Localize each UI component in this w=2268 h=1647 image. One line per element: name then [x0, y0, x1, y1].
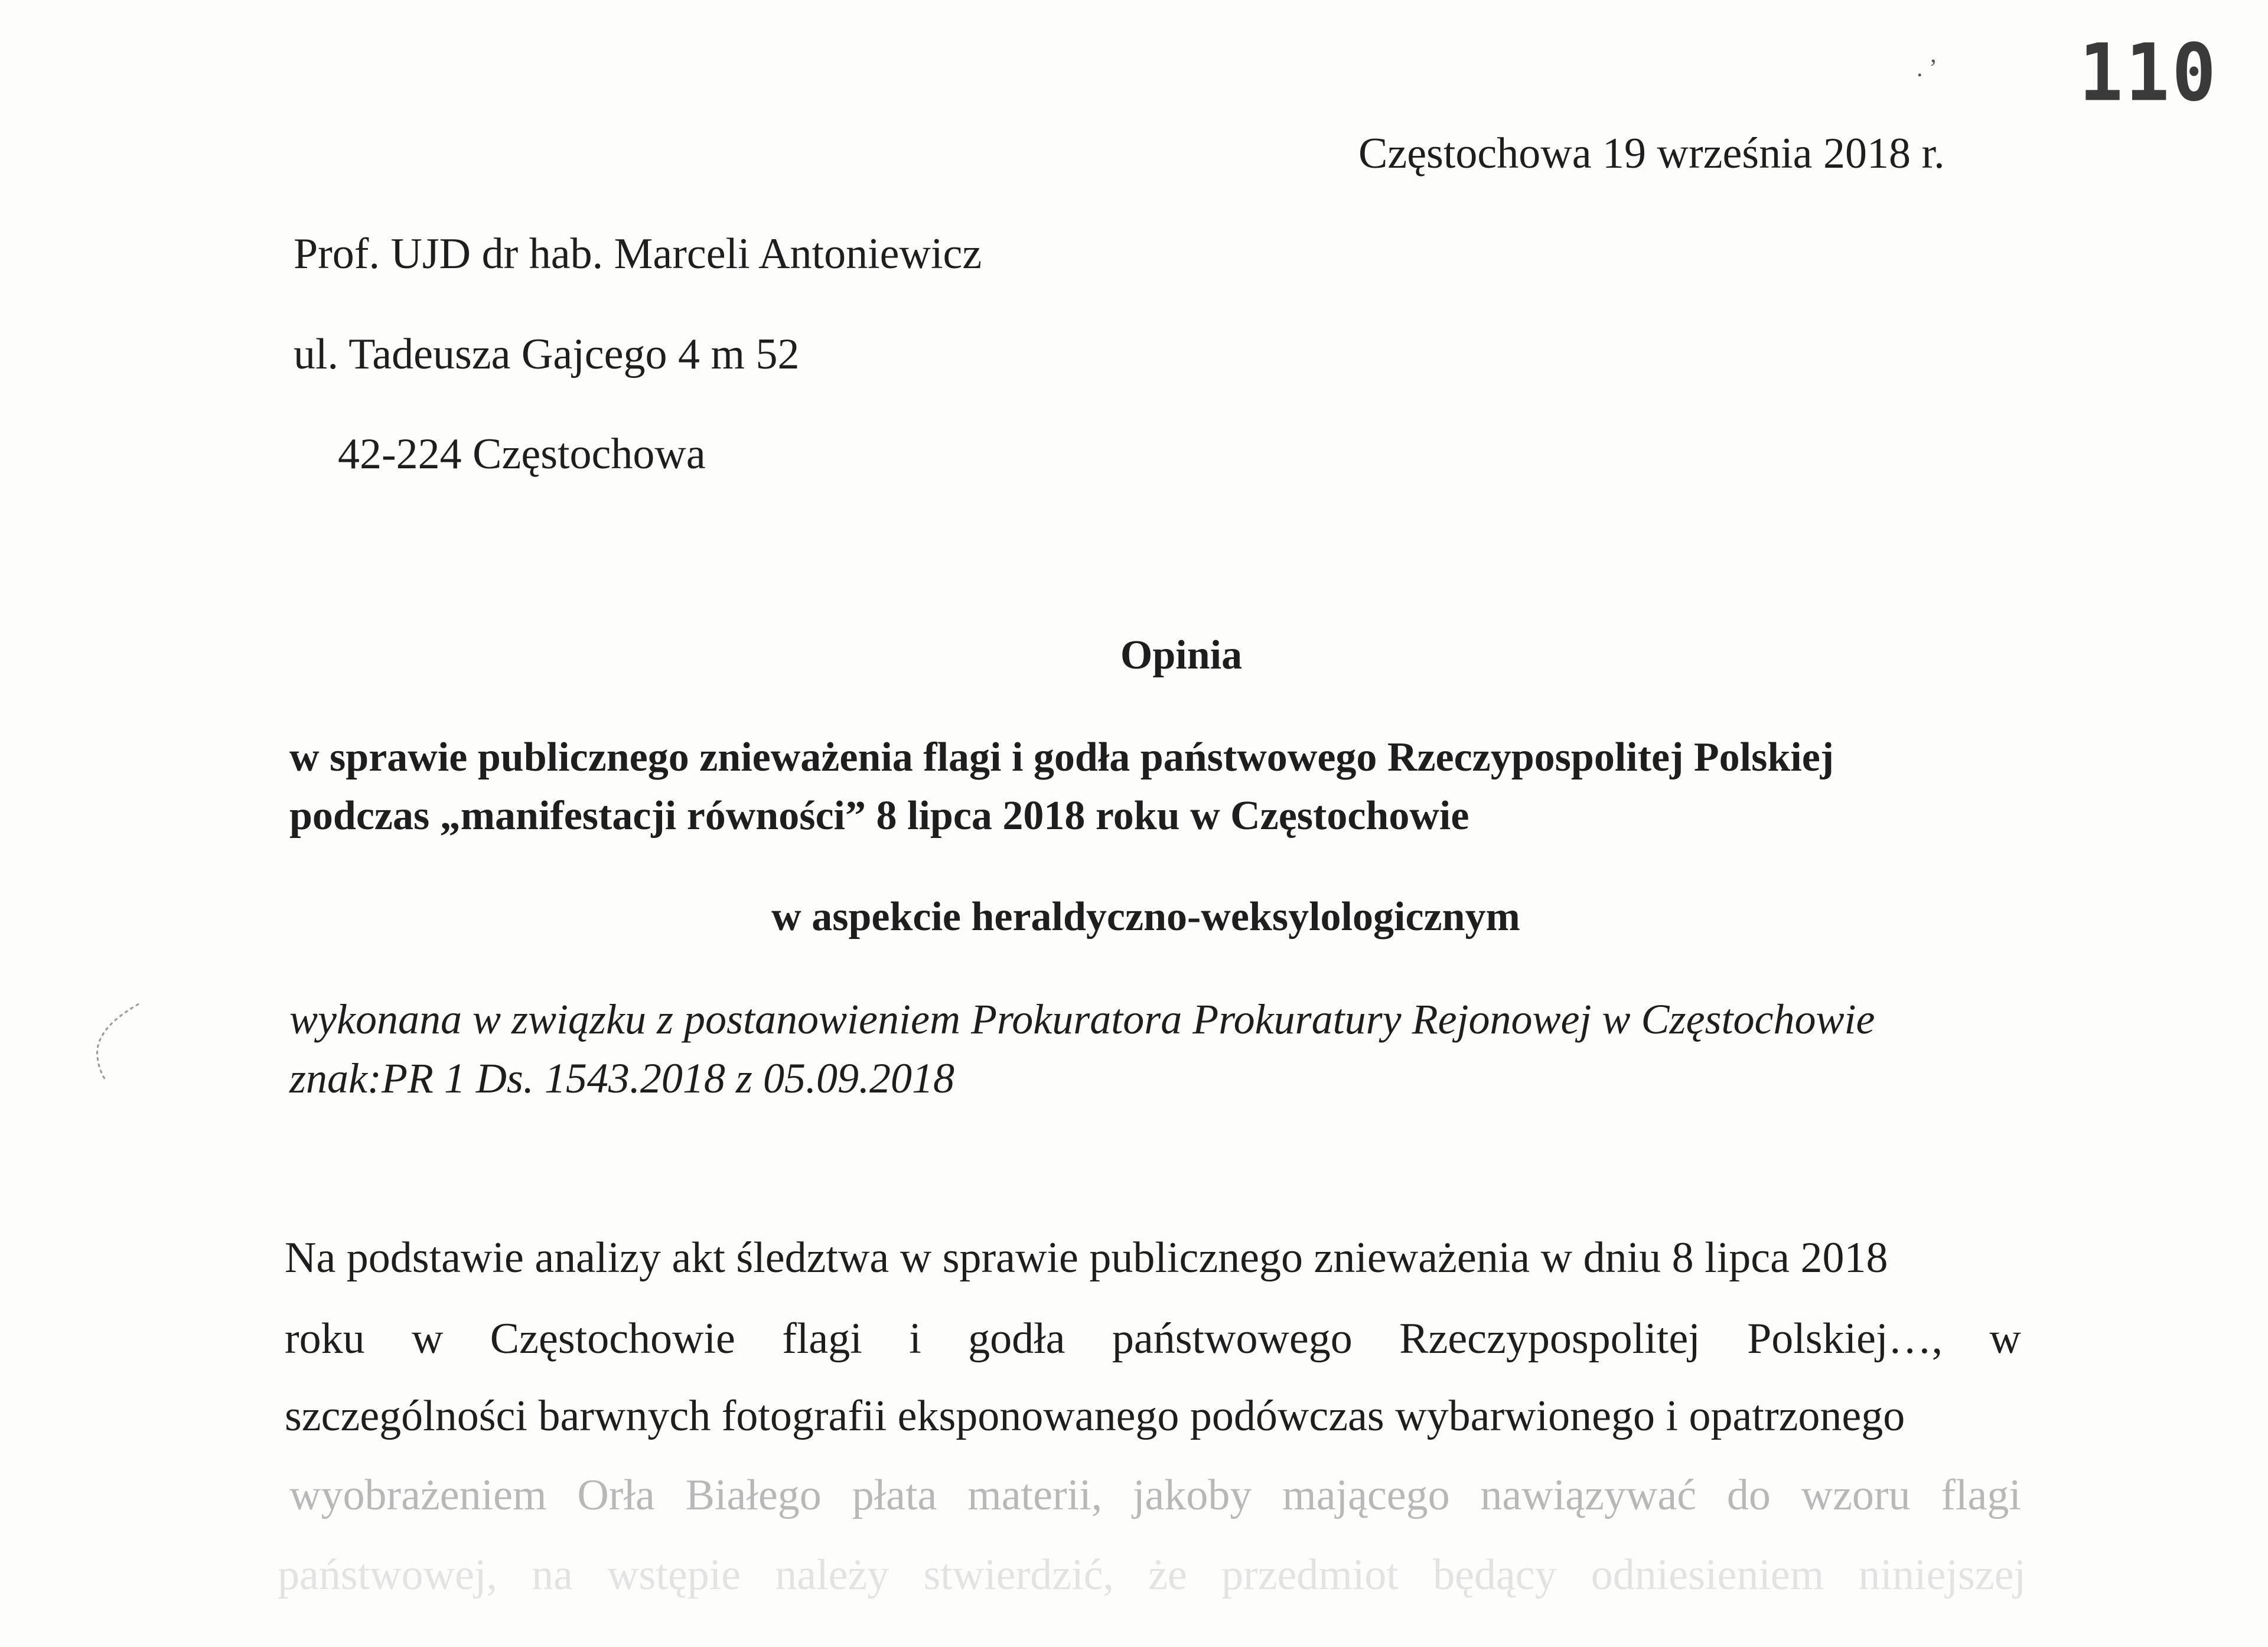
recipient-name: Prof. UJD dr hab. Marceli Antoniewicz [294, 230, 982, 278]
body-line-5-faded [278, 1550, 2026, 1600]
body-word: wyobrażeniem [289, 1471, 547, 1519]
date-line: Częstochowa 19 września 2018 r. [1358, 129, 1945, 178]
body-word: niniejszej [1858, 1551, 2026, 1599]
body-word: płata [852, 1471, 937, 1519]
body-word: flagi [782, 1315, 862, 1363]
recipient-city: 42-224 Częstochowa [338, 430, 706, 478]
body-word: i [909, 1315, 921, 1363]
body-line-4-faded [289, 1470, 2021, 1521]
subject-line-2: podczas „manifestacji równości” 8 lipca 2018 roku w Częstochowie [289, 793, 1469, 839]
body-line-1: Na podstawie analizy akt śledztwa w sprawie publicznego znieważenia w dniu 8 lipca 2018 [285, 1234, 1888, 1282]
body-line-3: szczególności barwnych fotografii eksponowanego podówczas wybarwionego i opatrzonego [285, 1392, 1905, 1440]
page-number-stamp: 110 [2079, 27, 2218, 119]
body-word: na [532, 1551, 573, 1599]
document-title: Opinia [1120, 632, 1243, 678]
aspect-line: w aspekcie heraldyczno-weksylologicznym [771, 894, 1520, 940]
body-word: flagi [1941, 1471, 2021, 1519]
reference-line-1: wykonana w związku z postanowieniem Prokuratora Prokuratury Rejonowej w Częstochowie [289, 996, 1875, 1043]
body-word: nawiązywać [1480, 1471, 1697, 1519]
body-word: roku [285, 1315, 365, 1363]
body-word: wstępie [607, 1551, 741, 1599]
recipient-street: ul. Tadeusza Gajcego 4 m 52 [294, 330, 800, 379]
body-word: w [1989, 1315, 2021, 1363]
body-word: stwierdzić, [923, 1551, 1115, 1599]
scan-mark: . ’ [1917, 55, 1937, 82]
body-word: państwowego [1112, 1315, 1353, 1363]
body-word: państwowej, [278, 1551, 497, 1599]
body-word: do [1726, 1471, 1771, 1519]
body-word: odniesieniem [1591, 1551, 1824, 1599]
body-word: Białego [685, 1471, 822, 1519]
margin-pencil-mark [83, 992, 154, 1087]
body-word: przedmiot [1221, 1551, 1399, 1599]
body-line-2 [285, 1314, 2021, 1364]
body-word: że [1148, 1551, 1187, 1599]
body-word: Polskiej…, [1747, 1315, 1943, 1363]
body-word: Rzeczypospolitej [1399, 1315, 1700, 1363]
body-word: mającego [1282, 1471, 1450, 1519]
body-word: wzoru [1801, 1471, 1911, 1519]
body-word: należy [775, 1551, 889, 1599]
body-word: materii, [967, 1471, 1103, 1519]
body-word: Częstochowie [490, 1315, 735, 1363]
body-word: będący [1433, 1551, 1557, 1599]
reference-line-2: znak:PR 1 Ds. 1543.2018 z 05.09.2018 [289, 1055, 954, 1102]
body-word: jakoby [1132, 1471, 1252, 1519]
body-word: Orła [577, 1471, 655, 1519]
body-word: w [412, 1315, 444, 1363]
subject-line-1: w sprawie publicznego znieważenia flagi i godła państwowego Rzeczypospolitej Polskiej [289, 735, 1834, 780]
body-word: godła [968, 1315, 1065, 1363]
